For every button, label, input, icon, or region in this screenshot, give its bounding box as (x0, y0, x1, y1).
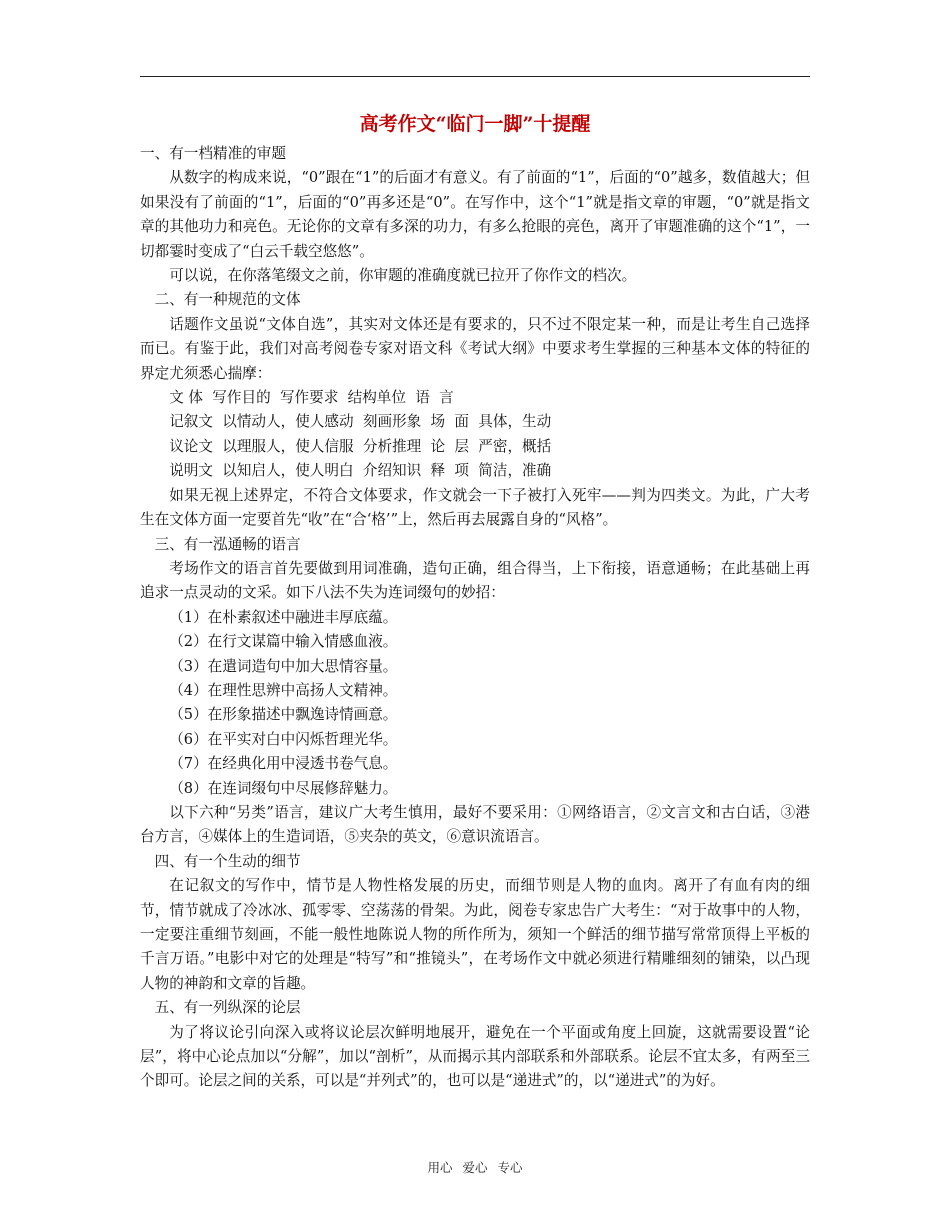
header-rule (140, 76, 810, 77)
paragraph: 在记叙文的写作中，情节是人物性格发展的历史，而细节则是人物的血肉。离开了有血有肉的细节，情节就成了冷冰冰、孤零零、空荡荡的骨架。为此，阅卷专家忠告广大考生：“对于故事中的人物，一定要注重细节刻画，不能一般性地陈说人物的所作所为，须知一个鲜活的细节描写常常顶得上平板的千言万语。”电影中对它的处理是“特写”和“推镜头”，在考场作文中就必须进行精雕细刻的铺染，以凸现人物的神韵和文章的旨趣。 (140, 877, 810, 992)
section-1 (140, 142, 810, 288)
paragraph: 以下六种“另类”语言，建议广大考生慎用，最好不要采用：①网络语言，②文言文和古白话，③港台方言，④媒体上的生造词语，⑤夹杂的英文，⑥意识流语言。 (140, 803, 810, 846)
section-heading: 二、有一种规范的文体 (154, 291, 301, 309)
paragraph: 可以说，在你落笔缀文之前，你审题的准确度就已拉开了你作文的档次。 (169, 267, 637, 285)
section-heading: 四、有一个生动的细节 (154, 852, 301, 870)
page-footer: 用心 爱心 专心 (427, 1160, 523, 1175)
paragraph: 如果无视上述界定，不符合文体要求，作文就会一下子被打入死牢——判为四类文。为此，广大考生在文体方面一定要首先“收”在“合‘格’”上，然后再去展露自身的“风格”。 (140, 486, 810, 529)
list-item: （4）在理性思辨中高扬人文精神。 (169, 681, 398, 699)
section-heading: 三、有一泓通畅的语言 (154, 535, 301, 553)
document-title: 高考作文“临门一脚”十提醒 (359, 113, 591, 135)
section-3 (140, 533, 810, 850)
list-item: （7）在经典化用中浸透书卷气息。 (169, 755, 398, 773)
list-item: （5）在形象描述中飘逸诗情画意。 (169, 706, 398, 724)
paragraph: 为了将议论引向深入或将议论层次鲜明地展开，避免在一个平面或角度上回旋，这就需要设置“论层”，将中心论点加以“分解”，加以“剖析”，从而揭示其内部联系和外部联系。论层不宜太多，有两至三个即可。论层之间的关系，可以是“并列式”的，也可以是“递进式”的，以“递进式”的为好。 (140, 1023, 810, 1090)
genre-table-row: 议论文 以理服人，使人信服 分析推理 论 层 严密，概括 (169, 437, 552, 455)
genre-table-header: 文 体 写作目的 写作要求 结构单位 语 言 (169, 389, 454, 407)
genre-table-row: 说明文 以知启人，使人明白 介绍知识 释 项 简洁，准确 (169, 462, 552, 480)
section-2 (140, 288, 810, 532)
list-item: （3）在遣词造句中加大思情容量。 (169, 657, 398, 675)
section-5 (140, 996, 810, 1094)
genre-table-row: 记叙文 以情动人，使人感动 刻画形象 场 面 具体，生动 (169, 413, 552, 431)
list-item: （6）在平实对白中闪烁哲理光华。 (169, 730, 398, 748)
section-heading: 一、有一档精准的审题 (140, 145, 286, 162)
list-item: （1）在朴素叙述中融进丰厚底蕴。 (169, 608, 398, 626)
section-heading: 五、有一列纵深的论层 (154, 999, 301, 1017)
document-body (140, 110, 810, 1094)
section-4 (140, 850, 810, 996)
paragraph: 话题作文虽说“文体自选”，其实对文体还是有要求的，只不过不限定某一种，而是让考生自己选择而已。有鉴于此，我们对高考阅卷专家对语文科《考试大纲》中要求考生掌握的三种基本文体的特征的界定尤须悉心揣摩： (140, 315, 810, 382)
list-item: （8）在连词缀句中尽展修辞魅力。 (169, 779, 398, 797)
paragraph: 从数字的构成来说，“0”跟在“1”的后面才有意义。有了前面的“1”，后面的“0”越多，数值越大；但如果没有了前面的“1”，后面的“0”再多还是“0”。在写作中，这个“1”就是指文章的审题，“0”就是指文章的其他功力和亮色。无论你的文章有多深的功力，有多么抢眼的亮色，离开了审题准确的这个“1”，一切都霎时变成了“白云千载空悠悠”。 (140, 169, 810, 260)
list-item: （2）在行文谋篇中输入情感血液。 (169, 633, 398, 651)
paragraph: 考场作文的语言首先要做到用词准确，造句正确，组合得当，上下衔接，语意通畅；在此基础上再追求一点灵动的文采。如下八法不失为连词缀句的妙招： (140, 559, 810, 602)
